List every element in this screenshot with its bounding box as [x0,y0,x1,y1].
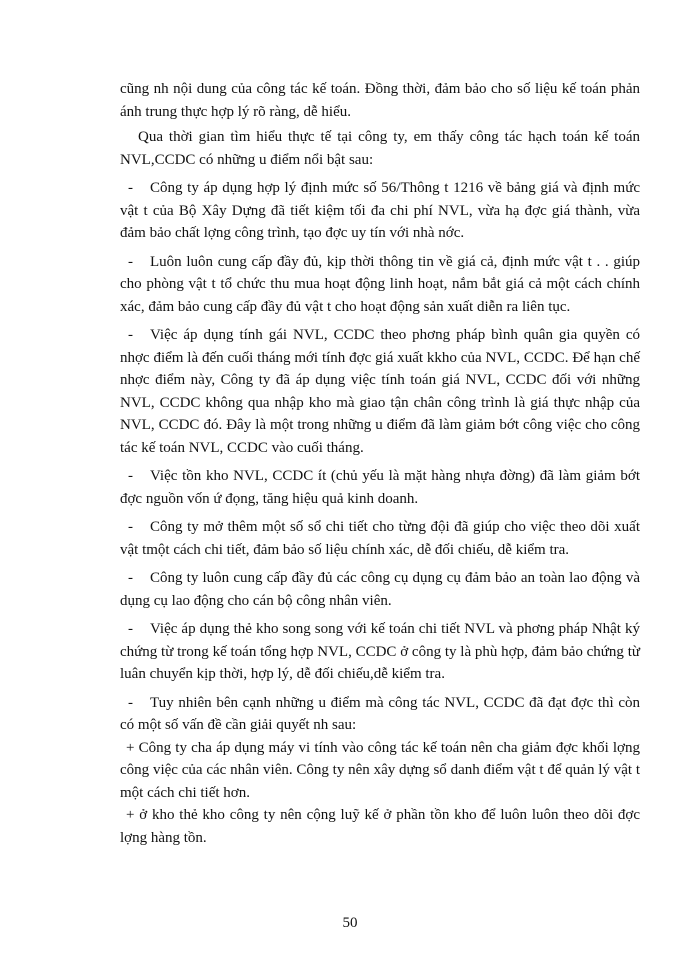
bullet-marker: - [128,468,133,484]
bullet-marker: - [128,570,133,586]
bullet-marker: - [128,519,133,535]
bullet-text: Công ty luôn cung cấp đầy đủ các công cụ dụng cụ đảm bảo an toàn lao động và dụng cụ lao động cho cán bộ công nhân viên. [120,570,640,609]
bullet-text: Công ty áp dụng hợp lý định mức số 56/Thông t 1216 về bảng giá và định mức vật t của Bộ Xây Dựng đã tiết kiệm tối đa chi phí NVL, vừa hạ đợc giá thành, vừa đảm bảo chất lợng công trình, tạo đợc uy tín với nhà nớc. [120,180,640,241]
bullet-marker: - [128,694,133,711]
bullet-text: Tuy nhiên bên cạnh những u điểm mà công tác NVL, CCDC đã đạt đợc thì còn có một số vấn đề cần giải quyết nh sau: [120,694,640,733]
bullet-text: Việc tồn kho NVL, CCDC ít (chủ yếu là mặt hàng nhựa đờng) đã làm giảm bớt đợc nguồn vốn ứ đọng, tăng hiệu quả kinh doanh. [120,468,640,507]
bullet-marker: - [128,253,133,270]
bullet-item [120,567,640,612]
bullet-text: Công ty mở thêm một số sổ chi tiết cho từng đội đã giúp cho việc theo dõi xuất vật tmột cách chi tiết, đảm bảo số liệu chính xác, dễ đối chiếu, dễ kiểm tra. [120,519,640,558]
bullet-item [120,618,640,686]
sub-item: + ở kho thẻ kho công ty nên cộng luỹ kế ở phần tồn kho để luôn luôn theo dõi đợc lợng hàng tồn. [120,807,640,846]
bullet-marker: - [128,621,133,637]
bullet-marker: - [128,327,133,343]
paragraph: Qua thời gian tìm hiểu thực tế tại công ty, em thấy công tác hạch toán kế toán NVL,CCDC có những u điểm nổi bật sau: [120,129,640,168]
bullet-item [120,177,640,245]
bullet-marker: - [128,180,133,196]
bullet-text: Việc áp dụng tính gái NVL, CCDC theo phơng pháp bình quân gia quyền có nhợc điểm là đến cuối tháng mới tính đợc giá xuất kkho của NVL, CCDC. Để hạn chế nhợc điểm này, Công ty đã áp dụng việc tính toán giá NVL, CCDC đối với những NVL, CCDC không qua nhập kho mà giao tận chân công trình là giá thực nhập của NVL, CCDC đó. Đây là một trong những u điểm đã làm giảm bớt công việc cho công tác kế toán NVL, CCDC vào cuối tháng. [120,327,640,456]
bullet-item [120,516,640,561]
bullet-item [120,692,640,737]
bullet-item [120,324,640,459]
bullet-text: Việc áp dụng thẻ kho song song với kế toán chi tiết NVL và phơng pháp Nhật ký chứng từ trong kế toán tổng hợp NVL, CCDC ở công ty là phù hợp, đảm bảo chứng từ luân chuyển kịp thời, hợp lý, dễ đối chiếu,dễ kiểm tra. [120,621,640,682]
sub-item: + Công ty cha áp dụng máy vi tính vào công tác kế toán nên cha giảm đợc khối lợng công việc của các nhân viên. Công ty nên xây dựng sổ danh điểm vật t để quản lý vật t một cách chi tiết hơn. [120,739,640,801]
bullet-item [120,465,640,510]
document-body [120,78,640,849]
bullet-text: Luôn luôn cung cấp đầy đủ, kịp thời thông tin về giá cả, định mức vật t . . giúp cho phòng vật t tổ chức thu mua hoạt động linh hoạt, nắm bắt giá cả một cách chính xác, đảm bảo cung cấp đầy đủ vật t cho hoạt động sản xuất diễn ra liên tục. [120,253,640,315]
page-number: 50 [342,915,358,931]
bullet-item [120,251,640,319]
paragraph: cũng nh nội dung của công tác kế toán. Đồng thời, đảm bảo cho số liệu kế toán phản ánh trung thực hợp lý rõ ràng, dễ hiểu. [120,81,640,120]
